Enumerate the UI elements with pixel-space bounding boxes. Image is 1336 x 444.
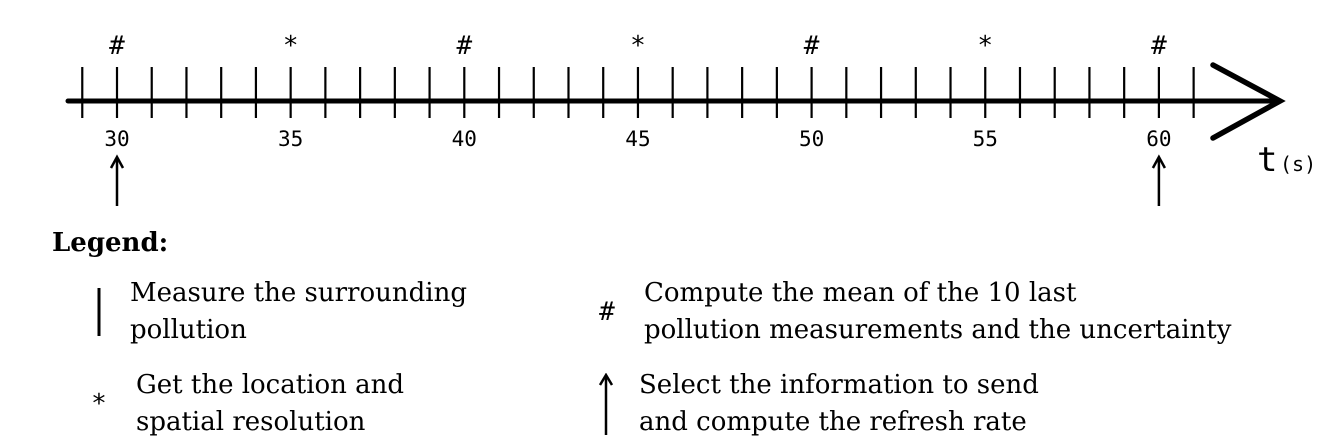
tick-label: 40 [451,127,477,151]
legend-item-send [595,367,1039,441]
hash-marker: # [1151,31,1167,61]
legend-text-mean [644,275,1231,349]
legend-item-measure [88,275,467,349]
hash-marker: # [109,31,125,61]
tick-label: 45 [625,127,651,151]
legend-mean-line1: Compute the mean of the 10 last [644,278,1077,308]
legend-send-line1: Select the information to send [639,370,1039,400]
asterisk-marker: * [282,31,299,61]
legend-send-line2: and compute the refresh rate [639,407,1027,437]
legend-mean-line2: pollution measurements and the uncertainty [644,315,1232,345]
legend-title: Legend: [52,228,169,258]
legend-text-measure [130,275,467,349]
asterisk-icon: * [91,389,107,419]
vertical-bar-icon [88,275,110,349]
legend-location-line2: spatial resolution [136,407,366,437]
asterisk-marker: * [977,31,994,61]
asterisk-marker: * [630,31,646,61]
hash-marker: # [803,31,820,61]
time-unit-suffix: (s) [1280,152,1317,176]
tick-label: 30 [104,127,130,151]
legend-text-send [639,367,1039,441]
tick-label: 35 [278,127,304,151]
tick-label: 60 [1146,127,1172,151]
time-unit-label: t [1257,140,1278,180]
tick-label: 55 [972,127,998,151]
legend-item-mean [594,275,1231,349]
legend-measure-line1: Measure the surrounding [130,278,467,308]
hash-marker: # [456,31,473,61]
legend-location-line1: Get the location and [136,370,405,400]
hash-icon: # [599,297,615,327]
timeline-diagram [0,0,1336,220]
up-arrow-icon [595,367,617,441]
legend-item-location [86,367,404,441]
legend-text-location [136,367,404,441]
tick-label: 50 [798,127,825,151]
legend-measure-line2: pollution [130,315,247,345]
